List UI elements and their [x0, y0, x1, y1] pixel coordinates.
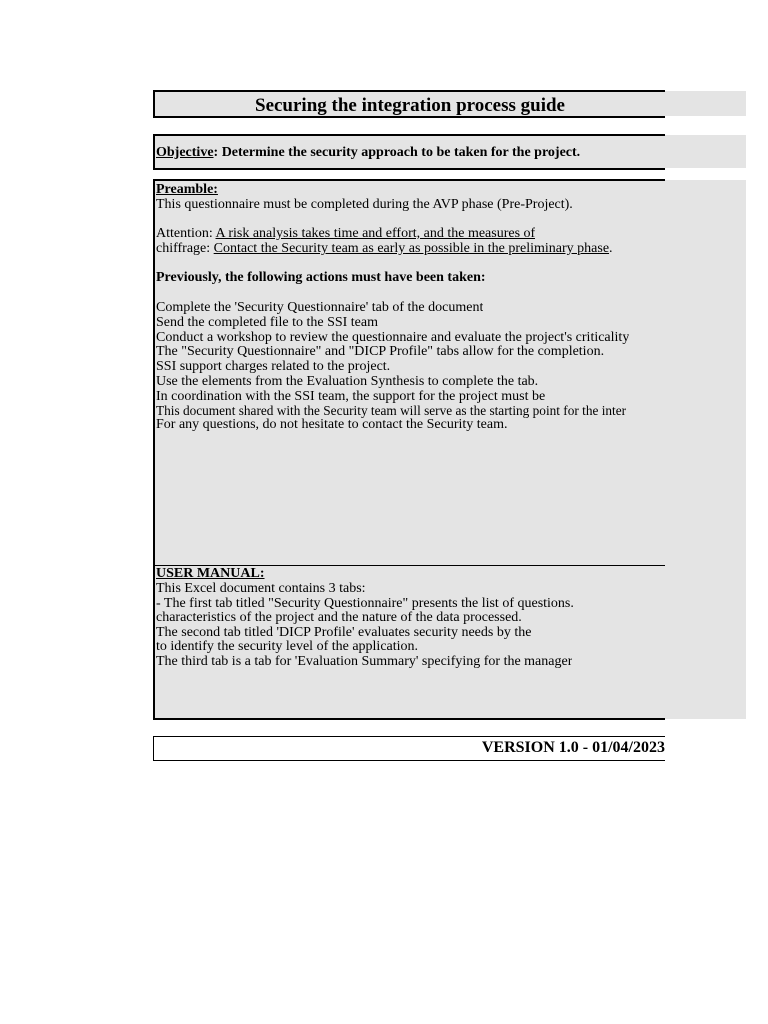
preamble-action-1: Complete the 'Security Questionnaire' tab of the document: [156, 300, 484, 315]
attention-label: Attention:: [156, 226, 216, 241]
preamble-line-1: This questionnaire must be completed during the AVP phase (Pre-Project).: [156, 197, 573, 212]
preamble-line-questions: For any questions, do not hesitate to contact the Security team.: [156, 417, 508, 432]
preamble-heading: Preamble:: [156, 182, 218, 197]
objective-text: [156, 145, 580, 161]
title-cell-fill: [665, 91, 746, 116]
preamble-line-tabs: The "Security Questionnaire" and "DICP Profile" tabs allow for the completion.: [156, 344, 605, 359]
preamble-line-shared: This document shared with the Security team will serve as the starting point for the inter: [156, 403, 627, 418]
manual-cell-fill: [665, 566, 746, 719]
preamble-prerequisites-heading: Previously, the following actions must have been taken:: [156, 270, 486, 285]
objective-cell[interactable]: [153, 134, 665, 170]
attention-text: A risk analysis takes time and effort, and the measures of: [215, 226, 536, 241]
manual-cell[interactable]: [153, 566, 665, 720]
preamble-cell-fill: [665, 180, 746, 566]
preamble-chiffrage: [156, 241, 613, 256]
objective-body: : Determine the security approach to be taken for the project.: [213, 145, 581, 160]
title-cell[interactable]: [153, 90, 665, 118]
document-title: Securing the integration process guide: [255, 95, 565, 116]
manual-heading: USER MANUAL:: [156, 566, 265, 581]
manual-line-1: This Excel document contains 3 tabs:: [156, 581, 366, 596]
version-text: VERSION 1.0 - 01/04/2023: [481, 739, 665, 756]
manual-line-5: to identify the security level of the application.: [156, 639, 419, 654]
preamble-action-2: Send the completed file to the SSI team: [156, 315, 379, 330]
preamble-attention: [156, 226, 535, 241]
version-cell[interactable]: [153, 736, 665, 761]
manual-line-3: characteristics of the project and the nature of the data processed.: [156, 610, 522, 625]
preamble-cell[interactable]: [153, 179, 665, 567]
preamble-line-charges: SSI support charges related to the project.: [156, 359, 391, 374]
chiffrage-text: Contact the Security team as early as possible in the preliminary phase: [213, 241, 610, 256]
preamble-line-synthesis: Use the elements from the Evaluation Synthesis to complete the tab.: [156, 374, 539, 389]
objective-label: Objective: [156, 145, 214, 160]
manual-line-2: - The first tab titled "Security Questionnaire" presents the list of questions.: [156, 596, 574, 611]
chiffrage-end: .: [609, 241, 613, 256]
preamble-line-coordination: In coordination with the SSI team, the support for the project must be: [156, 389, 546, 404]
objective-cell-fill: [665, 135, 746, 168]
chiffrage-label: chiffrage:: [156, 241, 214, 256]
manual-line-6: The third tab is a tab for 'Evaluation Summary' specifying for the manager: [156, 654, 573, 669]
manual-line-4: The second tab titled 'DICP Profile' evaluates security needs by the: [156, 625, 532, 640]
preamble-action-3: Conduct a workshop to review the questionnaire and evaluate the project's criticality: [156, 330, 630, 345]
